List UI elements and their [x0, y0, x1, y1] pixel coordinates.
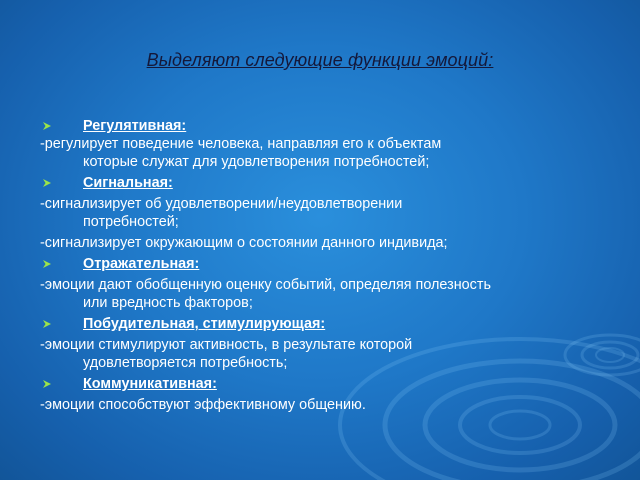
- section-heading: [40, 255, 620, 273]
- section-heading: [40, 315, 620, 333]
- slide-title: Выделяют следующие функции эмоций:: [146, 50, 494, 70]
- functions-list: [40, 117, 620, 414]
- arrow-bullet-icon: [42, 315, 52, 333]
- section-text-line: потребностей;: [83, 214, 179, 230]
- section-text-line: -сигнализирует окружающим о состоянии данного индивида;: [40, 235, 448, 251]
- section-text-line: -регулирует поведение человека, направляя его к объектам: [40, 136, 442, 152]
- section-text-line: или вредность факторов;: [83, 295, 253, 311]
- section-heading-text: Коммуникативная:: [83, 376, 217, 392]
- section-heading: [40, 174, 620, 192]
- section-heading-text: Побудительная, стимулирующая:: [83, 316, 326, 332]
- section-heading: [40, 117, 620, 135]
- section-heading-text: Сигнальная:: [83, 175, 173, 191]
- section-text-line: которые служат для удовлетворения потребностей;: [83, 154, 430, 170]
- arrow-bullet-icon: [42, 174, 52, 192]
- section-heading-text: Регулятивная:: [83, 118, 187, 134]
- section-text-line: удовлетворяется потребность;: [83, 355, 288, 371]
- arrow-bullet-icon: [42, 375, 52, 393]
- section-text-line: -сигнализирует об удовлетворении/неудовлетворении: [40, 196, 403, 212]
- arrow-bullet-icon: [42, 255, 52, 273]
- section-text-line: -эмоции способствуют эффективному общению.: [40, 397, 366, 413]
- section-heading: [40, 375, 620, 393]
- section-text-line: -эмоции стимулируют активность, в результате которой: [40, 337, 413, 353]
- section-heading-text: Отражательная:: [83, 256, 200, 272]
- section-text-line: -эмоции дают обобщенную оценку событий, определяя полезность: [40, 277, 491, 293]
- arrow-bullet-icon: [42, 117, 52, 135]
